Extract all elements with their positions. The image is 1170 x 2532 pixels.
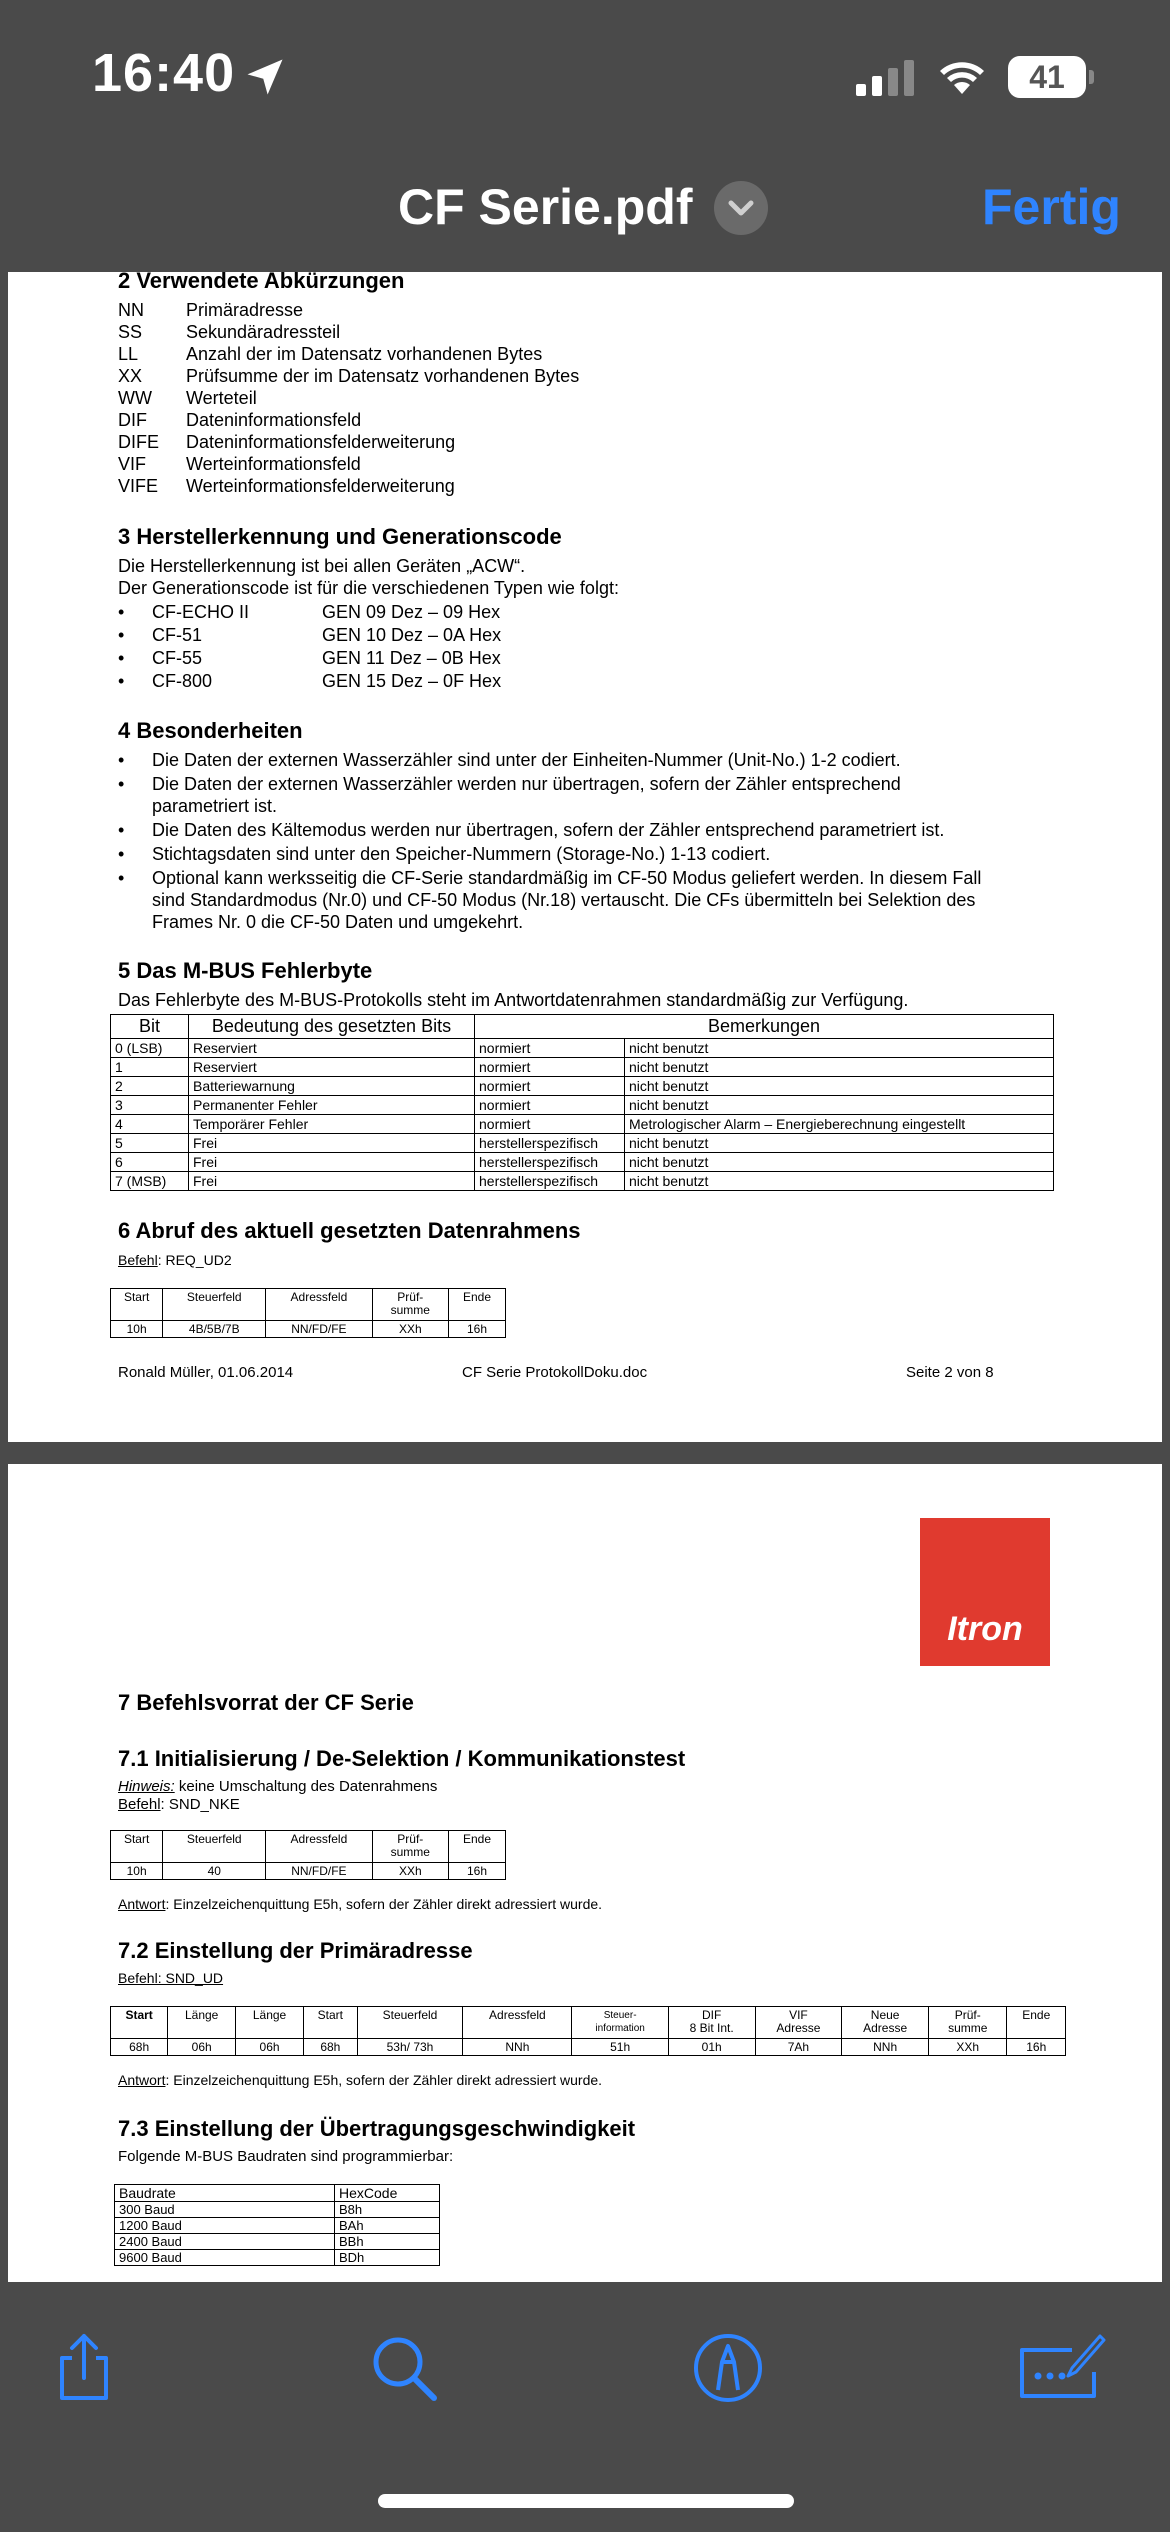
header-line: Ende — [462, 1832, 492, 1846]
header-line: information — [595, 2023, 645, 2034]
column-header — [163, 1831, 266, 1863]
table-cell: Batteriewarnung — [189, 1077, 475, 1096]
table-cell: 1200 Baud — [115, 2218, 335, 2234]
pdf-page-2[interactable] — [8, 272, 1162, 1442]
table-cell: XXh — [372, 1321, 448, 1338]
header-line: Prüf- — [397, 1832, 424, 1846]
section-4-heading: 4 Besonderheiten — [118, 718, 303, 743]
signature-icon[interactable] — [1012, 2328, 1108, 2408]
column-header — [842, 2007, 929, 2039]
error-byte-table — [110, 1014, 1054, 1191]
section-7-3-heading: 7.3 Einstellung der Übertragungsgeschwindigkeit — [118, 2116, 636, 2141]
column-header — [304, 2007, 358, 2039]
bullet-dot: • — [118, 868, 125, 888]
table-cell: Frei — [189, 1134, 475, 1153]
cellular-signal-icon — [856, 60, 916, 100]
header-line: Steuer- — [603, 2010, 637, 2021]
hint-label: Hinweis: — [118, 1778, 175, 1795]
header-line: Adresse — [863, 2021, 908, 2035]
header-line: Start — [123, 1290, 150, 1304]
footer-author: Ronald Müller, 01.06.2014 — [118, 1364, 294, 1381]
column-header — [1007, 2007, 1066, 2039]
column-header — [668, 2007, 755, 2039]
header-line: Adressfeld — [290, 1832, 348, 1846]
table-row — [111, 2039, 1066, 2056]
header-line: DIF — [702, 2008, 722, 2022]
table-row — [111, 1321, 506, 1338]
table-cell: nicht benutzt — [625, 1134, 1054, 1153]
table-row — [115, 2234, 440, 2250]
command-label: Befehl: SND_UD — [118, 1970, 224, 1986]
table-cell: NN/FD/FE — [266, 1321, 372, 1338]
table-cell: 0 (LSB) — [111, 1039, 189, 1058]
feature-text: Optional kann werksseitig die CF-Serie standardmäßig im CF-50 Modus geliefert werden. In diesem Fall — [152, 868, 982, 888]
answer-text: : Einzelzeichenquittung E5h, sofern der Zähler direkt adressiert wurde. — [165, 2072, 603, 2088]
table-row — [111, 1863, 506, 1880]
table-cell: normiert — [475, 1096, 625, 1115]
table-cell: 51h — [572, 2039, 668, 2056]
table-cell: BAh — [335, 2218, 440, 2234]
section-5-heading: 5 Das M-BUS Fehlerbyte — [118, 958, 373, 983]
device-type: CF-ECHO II — [152, 602, 249, 622]
column-header: Bedeutung des gesetzten Bits — [189, 1015, 475, 1039]
table-cell: normiert — [475, 1039, 625, 1058]
abbreviation-key: VIFE — [118, 476, 159, 496]
table-cell: 10h — [111, 1321, 163, 1338]
table-cell: 01h — [668, 2039, 755, 2056]
table-cell: 68h — [111, 2039, 168, 2056]
status-time: 16:40 — [92, 43, 236, 103]
abbreviation-value: Sekundäradressteil — [186, 322, 341, 342]
column-header — [372, 1831, 448, 1863]
feature-text: sind Standardmodus (Nr.0) und CF-50 Modus (Nr.18) vertauscht. Die CFs übermitteln bei Selektion des — [152, 890, 976, 910]
bullet-dot: • — [118, 750, 125, 770]
table-row — [111, 1172, 1054, 1191]
bullet-dot: • — [118, 774, 125, 794]
command-label: Befehl — [118, 1252, 158, 1268]
column-header: Bit — [111, 1015, 189, 1039]
share-icon[interactable] — [44, 2328, 124, 2408]
header-line: Steuerfeld — [186, 1832, 242, 1846]
bullet-dot: • — [118, 844, 125, 864]
abbreviation-key: NN — [118, 300, 144, 320]
column-header: Bemerkungen — [475, 1015, 1054, 1039]
table-cell: herstellerspezifisch — [475, 1172, 625, 1191]
abbreviation-value: Werteinformationsfelderweiterung — [186, 476, 455, 496]
column-header — [357, 2007, 463, 2039]
battery-icon — [1008, 56, 1094, 98]
footer-filename: CF Serie ProtokollDoku.doc — [462, 1364, 648, 1381]
table-cell: NN/FD/FE — [266, 1863, 372, 1880]
table-cell: Frei — [189, 1153, 475, 1172]
table-cell: XXh — [372, 1863, 448, 1880]
command-value: : REQ_UD2 — [157, 1252, 232, 1268]
feature-text: Die Daten der externen Wasserzähler sind unter der Einheiten-Nummer (Unit-No.) 1-2 codiert. — [152, 750, 901, 770]
header-line: 8 Bit Int. — [689, 2021, 734, 2035]
table-row — [111, 1096, 1054, 1115]
title-menu-button[interactable] — [714, 181, 768, 235]
bullet-dot: • — [118, 625, 125, 645]
table-cell: 10h — [111, 1863, 163, 1880]
command-label: Befehl — [118, 1796, 161, 1813]
header-line: Steuerfeld — [186, 1290, 242, 1304]
header-line: Länge — [252, 2008, 287, 2022]
column-header — [463, 2007, 572, 2039]
section-3-line-1: Die Herstellerkennung ist bei allen Geräten „ACW“. — [118, 556, 526, 576]
table-cell: Metrologischer Alarm – Energieberechnung eingestellt — [625, 1115, 1054, 1134]
answer-text: : Einzelzeichenquittung E5h, sofern der Zähler direkt adressiert wurde. — [165, 1896, 603, 1912]
table-cell: normiert — [475, 1058, 625, 1077]
table-cell: 1 — [111, 1058, 189, 1077]
table-cell: Reserviert — [189, 1039, 475, 1058]
table-cell: 300 Baud — [115, 2202, 335, 2218]
table-row — [111, 1058, 1054, 1077]
generation-code: GEN 15 Dez – 0F Hex — [322, 671, 502, 691]
column-header: Baudrate — [115, 2185, 335, 2202]
battery-tip — [1089, 70, 1094, 84]
table-cell: 6 — [111, 1153, 189, 1172]
baud-rate-table — [114, 2184, 440, 2266]
wifi-icon — [934, 54, 990, 98]
header-line: VIF — [789, 2008, 808, 2022]
table-cell: 3 — [111, 1096, 189, 1115]
document-title[interactable]: CF Serie.pdf — [398, 179, 693, 235]
table-cell: nicht benutzt — [625, 1153, 1054, 1172]
table-cell: 16h — [1007, 2039, 1066, 2056]
footer-page-number: Seite 2 von 8 — [906, 1364, 994, 1381]
table-header-row — [111, 1289, 506, 1321]
feature-text: Frames Nr. 0 die CF-50 Daten und umgekehrt. — [152, 912, 524, 932]
column-header — [168, 2007, 236, 2039]
header-line: Ende — [1022, 2008, 1051, 2022]
done-button[interactable]: Fertig — [982, 179, 1121, 235]
table-cell: NNh — [463, 2039, 572, 2056]
header-line: Ende — [462, 1290, 492, 1304]
table-row — [111, 1077, 1054, 1096]
device-type: CF-51 — [152, 625, 203, 645]
table-row — [115, 2250, 440, 2266]
abbreviation-key: VIF — [118, 454, 147, 474]
abbreviation-key: LL — [118, 344, 139, 364]
table-cell: 06h — [236, 2039, 304, 2056]
column-header — [266, 1289, 372, 1321]
table-cell: 06h — [168, 2039, 236, 2056]
section-6-heading: 6 Abruf des aktuell gesetzten Datenrahmens — [118, 1218, 581, 1243]
table-row — [111, 1134, 1054, 1153]
abbreviation-key: SS — [118, 322, 143, 342]
column-header — [449, 1289, 506, 1321]
generation-code: GEN 10 Dez – 0A Hex — [322, 625, 502, 645]
column-header — [163, 1289, 266, 1321]
table-cell: normiert — [475, 1077, 625, 1096]
battery-level: 41 — [1008, 56, 1086, 98]
table-cell: nicht benutzt — [625, 1077, 1054, 1096]
table-cell: nicht benutzt — [625, 1058, 1054, 1077]
abbreviation-value: Werteinformationsfeld — [186, 454, 361, 474]
header-line: Neue — [870, 2008, 900, 2022]
bullet-dot: • — [118, 602, 125, 622]
table-header-row — [111, 2007, 1066, 2039]
header-line: Adressfeld — [290, 1290, 348, 1304]
column-header — [111, 1831, 163, 1863]
header-line: Prüf- — [397, 1290, 424, 1304]
table-cell: Reserviert — [189, 1058, 475, 1077]
feature-text: Die Daten der externen Wasserzähler werden nur übertragen, sofern der Zähler entsprechend — [152, 774, 901, 794]
section-7-2-command — [118, 1970, 223, 1986]
table-cell: 9600 Baud — [115, 2250, 335, 2266]
location-arrow-icon — [244, 56, 286, 98]
table-row — [115, 2218, 440, 2234]
column-header — [755, 2007, 842, 2039]
table-cell: nicht benutzt — [625, 1172, 1054, 1191]
table-row — [111, 1153, 1054, 1172]
abbreviation-key: DIF — [118, 410, 147, 430]
table-row — [111, 1039, 1054, 1058]
header-line: Länge — [184, 2008, 219, 2022]
table-cell: Frei — [189, 1172, 475, 1191]
section-2-heading: 2 Verwendete Abkürzungen — [118, 272, 405, 293]
column-header — [236, 2007, 304, 2039]
table-cell: nicht benutzt — [625, 1096, 1054, 1115]
nav-bar — [0, 150, 1170, 272]
header-line: summe — [390, 1845, 430, 1859]
chevron-down-icon — [714, 181, 768, 235]
header-line: Start — [123, 1832, 150, 1846]
table-cell: 5 — [111, 1134, 189, 1153]
device-type: CF-55 — [152, 648, 203, 668]
abbreviation-value: Werteteil — [186, 388, 257, 408]
column-header — [111, 2007, 168, 2039]
table-cell: B8h — [335, 2202, 440, 2218]
table-cell: herstellerspezifisch — [475, 1153, 625, 1172]
section-7-heading: 7 Befehlsvorrat der CF Serie — [118, 1690, 414, 1715]
section-7-2-answer — [118, 2072, 602, 2088]
device-type: CF-800 — [152, 671, 213, 691]
table-cell: 4B/5B/7B — [163, 1321, 266, 1338]
abbreviation-value: Dateninformationsfeld — [186, 410, 362, 430]
table-cell: 2 — [111, 1077, 189, 1096]
generation-code: GEN 09 Dez – 09 Hex — [322, 602, 501, 622]
section-7-1-answer — [118, 1896, 602, 1912]
table-cell: 2400 Baud — [115, 2234, 335, 2250]
hint-text: keine Umschaltung des Datenrahmens — [174, 1778, 438, 1795]
section-7-1-command — [118, 1796, 240, 1813]
column-header — [572, 2007, 668, 2039]
feature-text: Stichtagsdaten sind unter den Speicher-Nummern (Storage-No.) 1-13 codiert. — [152, 844, 771, 864]
status-bar — [0, 0, 1170, 150]
command-value: : SND_NKE — [160, 1796, 240, 1813]
markup-icon[interactable] — [688, 2328, 768, 2408]
table-row — [115, 2202, 440, 2218]
abbreviation-key: WW — [118, 388, 152, 408]
section-7-1-heading: 7.1 Initialisierung / De-Selektion / Kommunikationstest — [118, 1746, 686, 1771]
table-cell: NNh — [842, 2039, 929, 2056]
pdf-page-3[interactable] — [8, 1464, 1162, 2282]
section-7-3-intro: Folgende M-BUS Baudraten sind programmierbar: — [118, 2148, 454, 2165]
table-cell: BDh — [335, 2250, 440, 2266]
section-6-command — [118, 1252, 232, 1268]
answer-label: Antwort — [118, 1896, 166, 1912]
table-cell: 7 (MSB) — [111, 1172, 189, 1191]
header-line: Adresse — [776, 2021, 821, 2035]
column-header: HexCode — [335, 2185, 440, 2202]
home-indicator[interactable] — [378, 2494, 794, 2508]
section-3-heading: 3 Herstellerkennung und Generationscode — [118, 524, 562, 549]
header-line: Steuerfeld — [382, 2008, 438, 2022]
table-cell: 4 — [111, 1115, 189, 1134]
search-icon[interactable] — [364, 2328, 444, 2408]
logo-text: Itron — [947, 1610, 1023, 1648]
abbreviation-value: Primäradresse — [186, 300, 304, 320]
req-ud2-frame-table — [110, 1288, 506, 1338]
bullet-dot: • — [118, 820, 125, 840]
itron-logo — [920, 1518, 1050, 1666]
table-header-row — [115, 2185, 440, 2202]
header-line: summe — [390, 1303, 430, 1317]
table-cell: Temporärer Fehler — [189, 1115, 475, 1134]
section-7-2-heading: 7.2 Einstellung der Primäradresse — [118, 1938, 473, 1963]
table-header-row — [111, 1015, 1054, 1039]
table-cell: 53h/ 73h — [357, 2039, 463, 2056]
section-3-line-2: Der Generationscode ist für die verschiedenen Typen wie folgt: — [118, 578, 619, 598]
snd-nke-frame-table — [110, 1830, 506, 1880]
table-cell: normiert — [475, 1115, 625, 1134]
feature-text: parametriert ist. — [152, 796, 278, 816]
abbreviation-key: XX — [118, 366, 143, 386]
header-line: Adressfeld — [489, 2008, 546, 2022]
table-header-row — [111, 1831, 506, 1863]
table-cell: 68h — [304, 2039, 358, 2056]
table-cell: 7Ah — [755, 2039, 842, 2056]
abbreviation-value: Prüfsumme der im Datensatz vorhandenen Bytes — [186, 366, 580, 386]
table-row — [111, 1115, 1054, 1134]
abbreviation-key: DIFE — [118, 432, 160, 452]
table-cell: 16h — [449, 1321, 506, 1338]
answer-label: Antwort — [118, 2072, 166, 2088]
column-header — [111, 1289, 163, 1321]
section-5-intro: Das Fehlerbyte des M-BUS-Protokolls steht im Antwortdatenrahmen standardmäßig zur Verfügung. — [118, 990, 909, 1010]
table-cell: Permanenter Fehler — [189, 1096, 475, 1115]
snd-ud-frame-table — [110, 2006, 1066, 2056]
table-cell: nicht benutzt — [625, 1039, 1054, 1058]
header-line: summe — [948, 2021, 988, 2035]
bullet-dot: • — [118, 648, 125, 668]
header-line: Prüf- — [954, 2008, 981, 2022]
abbreviation-value: Dateninformationsfelderweiterung — [186, 432, 456, 452]
column-header — [266, 1831, 372, 1863]
table-cell: XXh — [929, 2039, 1007, 2056]
column-header — [449, 1831, 506, 1863]
section-7-1-hint — [118, 1778, 437, 1795]
column-header — [929, 2007, 1007, 2039]
column-header — [372, 1289, 448, 1321]
bullet-dot: • — [118, 671, 125, 691]
header-line: Start — [317, 2008, 343, 2022]
table-cell: herstellerspezifisch — [475, 1134, 625, 1153]
generation-code: GEN 11 Dez – 0B Hex — [322, 648, 501, 668]
table-cell: BBh — [335, 2234, 440, 2250]
feature-text: Die Daten des Kältemodus werden nur übertragen, sofern der Zähler entsprechend parametriert ist. — [152, 820, 945, 840]
header-line: Start — [125, 2008, 153, 2022]
table-cell: 40 — [163, 1863, 266, 1880]
abbreviation-value: Anzahl der im Datensatz vorhandenen Bytes — [186, 344, 543, 364]
table-cell: 16h — [449, 1863, 506, 1880]
